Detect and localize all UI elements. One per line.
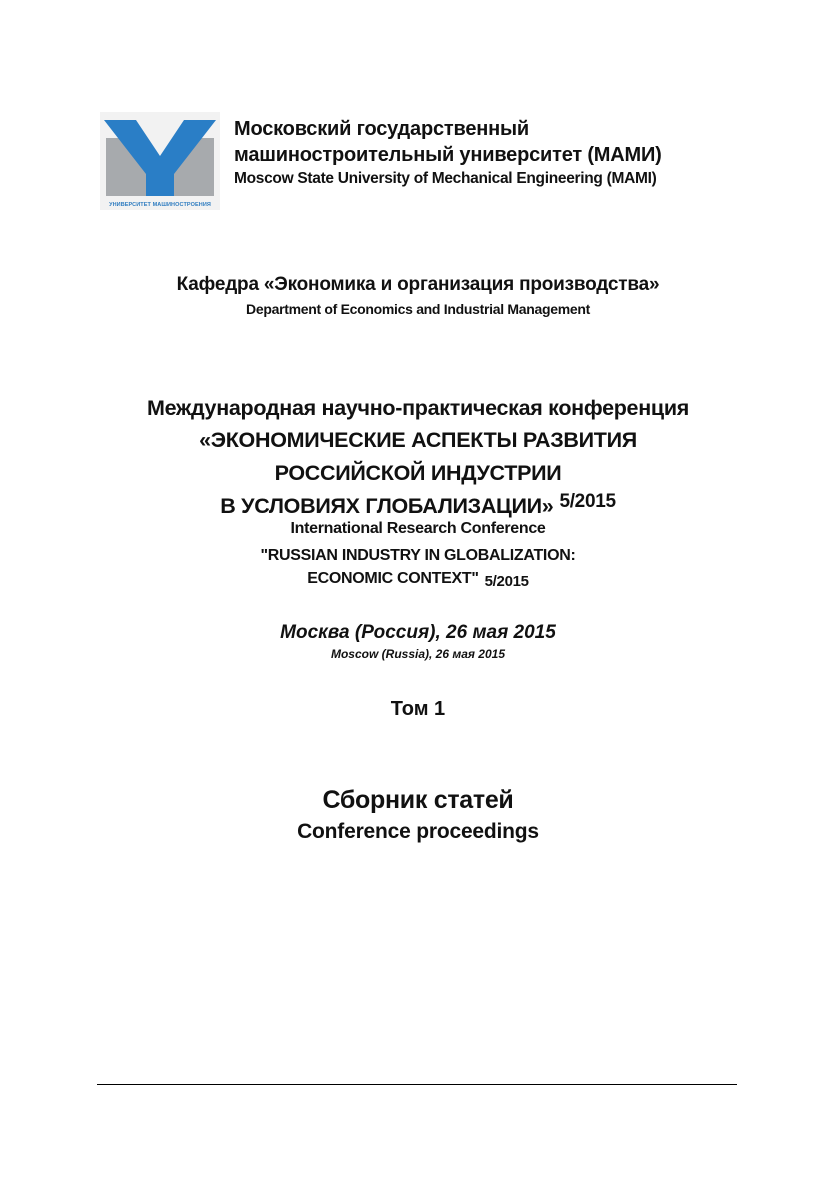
conference-issue-en: 5/2015	[484, 573, 529, 590]
university-name-en: Moscow State University of Mechanical Engineering (MAMI)	[234, 170, 657, 187]
conference-title-en-line1: "RUSSIAN INDUSTRY IN GLOBALIZATION:	[260, 547, 576, 564]
conference-title-ru-line3: В УСЛОВИЯХ ГЛОБАЛИЗАЦИИ»	[220, 494, 554, 518]
conference-title-en-line2-wrap	[0, 570, 836, 588]
footer-divider	[97, 1084, 737, 1085]
proceedings-title-en: Conference proceedings	[297, 820, 539, 843]
proceedings-title-ru: Сборник статей	[322, 786, 514, 814]
conference-title-en-line2: ECONOMIC CONTEXT"	[307, 570, 479, 587]
location-en: Moscow (Russia), 26 мая 2015	[330, 647, 505, 661]
logo-caption: УНИВЕРСИТЕТ МАШИНОСТРОЕНИЯ	[109, 202, 211, 208]
university-name-ru-line1: Московский государственный	[234, 118, 529, 140]
university-name-ru-line2: машиностроительный университет (МАМИ)	[234, 144, 662, 166]
conference-type-ru: Международная научно-практическая конференция	[147, 396, 689, 420]
department-name-en: Department of Economics and Industrial Management	[246, 301, 590, 317]
conference-title-ru-line3-wrap	[0, 491, 836, 519]
volume-label: Том 1	[390, 698, 446, 720]
conference-issue-ru: 5/2015	[559, 491, 616, 512]
conference-title-ru-line2: РОССИЙСКОЙ ИНДУСТРИИ	[274, 461, 562, 485]
conference-type-en: International Research Conference	[290, 520, 546, 537]
department-name-ru: Кафедра «Экономика и организация производства»	[176, 274, 660, 295]
university-logo	[100, 112, 220, 210]
conference-title-ru-line1: «ЭКОНОМИЧЕСКИЕ АСПЕКТЫ РАЗВИТИЯ	[199, 428, 637, 452]
logo-emblem-icon	[100, 112, 220, 198]
location-ru: Москва (Россия), 26 мая 2015	[280, 622, 556, 643]
